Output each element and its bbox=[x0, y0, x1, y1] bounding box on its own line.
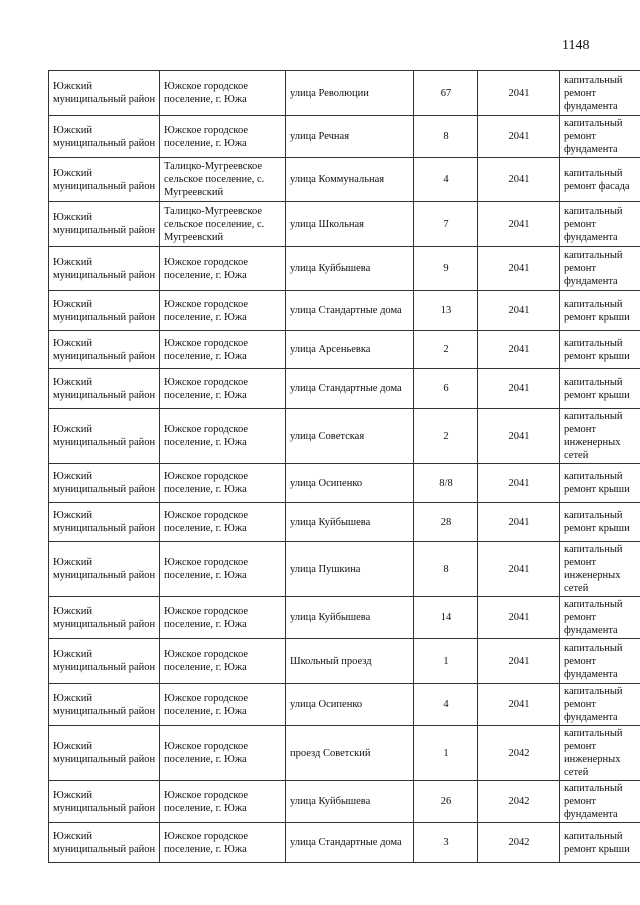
street-cell: проезд Советский bbox=[286, 726, 414, 781]
settlement-cell: Южское городское поселение, г. Южа bbox=[160, 597, 286, 639]
street-cell: улица Стандартные дома bbox=[286, 291, 414, 331]
house-number-cell: 9 bbox=[414, 247, 478, 291]
street-cell: улица Речная bbox=[286, 116, 414, 158]
house-number-cell: 4 bbox=[414, 684, 478, 726]
work-type-cell: капитальный ремонт фундамента bbox=[560, 684, 640, 726]
street-cell: улица Куйбышева bbox=[286, 247, 414, 291]
work-type-cell: капитальный ремонт фундамента bbox=[560, 116, 640, 158]
year-cell: 2041 bbox=[478, 158, 560, 202]
table-row bbox=[49, 464, 640, 503]
work-type-cell: капитальный ремонт крыши bbox=[560, 291, 640, 331]
district-cell: Южский муниципальный район bbox=[49, 116, 160, 158]
settlement-cell: Южское городское поселение, г. Южа bbox=[160, 291, 286, 331]
house-number-cell: 6 bbox=[414, 369, 478, 409]
year-cell: 2041 bbox=[478, 503, 560, 542]
work-type-cell: капитальный ремонт фундамента bbox=[560, 247, 640, 291]
table-row bbox=[49, 503, 640, 542]
house-number-cell: 28 bbox=[414, 503, 478, 542]
year-cell: 2041 bbox=[478, 639, 560, 684]
settlement-cell: Южское городское поселение, г. Южа bbox=[160, 369, 286, 409]
page-number: 1148 bbox=[562, 38, 590, 53]
street-cell: улица Стандартные дома bbox=[286, 369, 414, 409]
table-row bbox=[49, 597, 640, 639]
street-cell: улица Куйбышева bbox=[286, 781, 414, 823]
table-row bbox=[49, 726, 640, 781]
settlement-cell: Южское городское поселение, г. Южа bbox=[160, 639, 286, 684]
district-cell: Южский муниципальный район bbox=[49, 247, 160, 291]
district-cell: Южский муниципальный район bbox=[49, 823, 160, 863]
work-type-cell: капитальный ремонт крыши bbox=[560, 331, 640, 369]
house-number-cell: 1 bbox=[414, 639, 478, 684]
settlement-cell: Южское городское поселение, г. Южа bbox=[160, 781, 286, 823]
year-cell: 2041 bbox=[478, 247, 560, 291]
work-type-cell: капитальный ремонт крыши bbox=[560, 369, 640, 409]
settlement-cell: Талицко-Мугреевское сельское поселение, с. Мугреевский bbox=[160, 202, 286, 247]
settlement-cell: Южское городское поселение, г. Южа bbox=[160, 247, 286, 291]
settlement-cell: Южское городское поселение, г. Южа bbox=[160, 116, 286, 158]
year-cell: 2041 bbox=[478, 71, 560, 116]
table-body bbox=[49, 71, 640, 863]
house-number-cell: 26 bbox=[414, 781, 478, 823]
district-cell: Южский муниципальный район bbox=[49, 639, 160, 684]
house-number-cell: 14 bbox=[414, 597, 478, 639]
settlement-cell: Южское городское поселение, г. Южа bbox=[160, 71, 286, 116]
settlement-cell: Южское городское поселение, г. Южа bbox=[160, 409, 286, 464]
street-cell: улица Пушкина bbox=[286, 542, 414, 597]
street-cell: улица Революции bbox=[286, 71, 414, 116]
year-cell: 2041 bbox=[478, 409, 560, 464]
work-type-cell: капитальный ремонт фундамента bbox=[560, 202, 640, 247]
settlement-cell: Южское городское поселение, г. Южа bbox=[160, 684, 286, 726]
year-cell: 2041 bbox=[478, 369, 560, 409]
table-row bbox=[49, 202, 640, 247]
housing-repair-table bbox=[48, 70, 640, 863]
work-type-cell: капитальный ремонт фундамента bbox=[560, 781, 640, 823]
district-cell: Южский муниципальный район bbox=[49, 542, 160, 597]
work-type-cell: капитальный ремонт инженерных сетей bbox=[560, 726, 640, 781]
settlement-cell: Южское городское поселение, г. Южа bbox=[160, 464, 286, 503]
year-cell: 2041 bbox=[478, 464, 560, 503]
street-cell: улица Школьная bbox=[286, 202, 414, 247]
street-cell: Школьный проезд bbox=[286, 639, 414, 684]
table-row bbox=[49, 542, 640, 597]
district-cell: Южский муниципальный район bbox=[49, 684, 160, 726]
year-cell: 2041 bbox=[478, 202, 560, 247]
street-cell: улица Советская bbox=[286, 409, 414, 464]
year-cell: 2041 bbox=[478, 597, 560, 639]
table-row bbox=[49, 71, 640, 116]
district-cell: Южский муниципальный район bbox=[49, 409, 160, 464]
settlement-cell: Талицко-Мугреевское сельское поселение, с. Мугреевский bbox=[160, 158, 286, 202]
table-row bbox=[49, 781, 640, 823]
street-cell: улица Стандартные дома bbox=[286, 823, 414, 863]
house-number-cell: 8/8 bbox=[414, 464, 478, 503]
year-cell: 2041 bbox=[478, 331, 560, 369]
house-number-cell: 2 bbox=[414, 409, 478, 464]
house-number-cell: 2 bbox=[414, 331, 478, 369]
district-cell: Южский муниципальный район bbox=[49, 503, 160, 542]
house-number-cell: 8 bbox=[414, 542, 478, 597]
year-cell: 2041 bbox=[478, 684, 560, 726]
street-cell: улица Осипенко bbox=[286, 684, 414, 726]
district-cell: Южский муниципальный район bbox=[49, 369, 160, 409]
work-type-cell: капитальный ремонт фундамента bbox=[560, 639, 640, 684]
settlement-cell: Южское городское поселение, г. Южа bbox=[160, 331, 286, 369]
district-cell: Южский муниципальный район bbox=[49, 331, 160, 369]
table-row bbox=[49, 116, 640, 158]
street-cell: улица Куйбышева bbox=[286, 503, 414, 542]
work-type-cell: капитальный ремонт крыши bbox=[560, 464, 640, 503]
work-type-cell: капитальный ремонт фасада bbox=[560, 158, 640, 202]
year-cell: 2041 bbox=[478, 291, 560, 331]
table-row bbox=[49, 158, 640, 202]
house-number-cell: 8 bbox=[414, 116, 478, 158]
district-cell: Южский муниципальный район bbox=[49, 291, 160, 331]
table-row bbox=[49, 639, 640, 684]
table-row bbox=[49, 247, 640, 291]
district-cell: Южский муниципальный район bbox=[49, 726, 160, 781]
district-cell: Южский муниципальный район bbox=[49, 71, 160, 116]
district-cell: Южский муниципальный район bbox=[49, 597, 160, 639]
table-row bbox=[49, 291, 640, 331]
street-cell: улица Арсеньевка bbox=[286, 331, 414, 369]
settlement-cell: Южское городское поселение, г. Южа bbox=[160, 542, 286, 597]
table-row bbox=[49, 409, 640, 464]
year-cell: 2041 bbox=[478, 542, 560, 597]
table-row bbox=[49, 684, 640, 726]
district-cell: Южский муниципальный район bbox=[49, 464, 160, 503]
district-cell: Южский муниципальный район bbox=[49, 202, 160, 247]
street-cell: улица Осипенко bbox=[286, 464, 414, 503]
work-type-cell: капитальный ремонт инженерных сетей bbox=[560, 409, 640, 464]
street-cell: улица Куйбышева bbox=[286, 597, 414, 639]
table-row bbox=[49, 331, 640, 369]
house-number-cell: 4 bbox=[414, 158, 478, 202]
year-cell: 2042 bbox=[478, 781, 560, 823]
year-cell: 2042 bbox=[478, 823, 560, 863]
work-type-cell: капитальный ремонт фундамента bbox=[560, 597, 640, 639]
district-cell: Южский муниципальный район bbox=[49, 781, 160, 823]
street-cell: улица Коммунальная bbox=[286, 158, 414, 202]
work-type-cell: капитальный ремонт инженерных сетей bbox=[560, 542, 640, 597]
year-cell: 2042 bbox=[478, 726, 560, 781]
work-type-cell: капитальный ремонт фундамента bbox=[560, 71, 640, 116]
work-type-cell: капитальный ремонт крыши bbox=[560, 503, 640, 542]
house-number-cell: 1 bbox=[414, 726, 478, 781]
house-number-cell: 3 bbox=[414, 823, 478, 863]
district-cell: Южский муниципальный район bbox=[49, 158, 160, 202]
house-number-cell: 67 bbox=[414, 71, 478, 116]
table-row bbox=[49, 369, 640, 409]
work-type-cell: капитальный ремонт крыши bbox=[560, 823, 640, 863]
house-number-cell: 13 bbox=[414, 291, 478, 331]
table-row bbox=[49, 823, 640, 863]
settlement-cell: Южское городское поселение, г. Южа bbox=[160, 726, 286, 781]
year-cell: 2041 bbox=[478, 116, 560, 158]
settlement-cell: Южское городское поселение, г. Южа bbox=[160, 503, 286, 542]
house-number-cell: 7 bbox=[414, 202, 478, 247]
settlement-cell: Южское городское поселение, г. Южа bbox=[160, 823, 286, 863]
